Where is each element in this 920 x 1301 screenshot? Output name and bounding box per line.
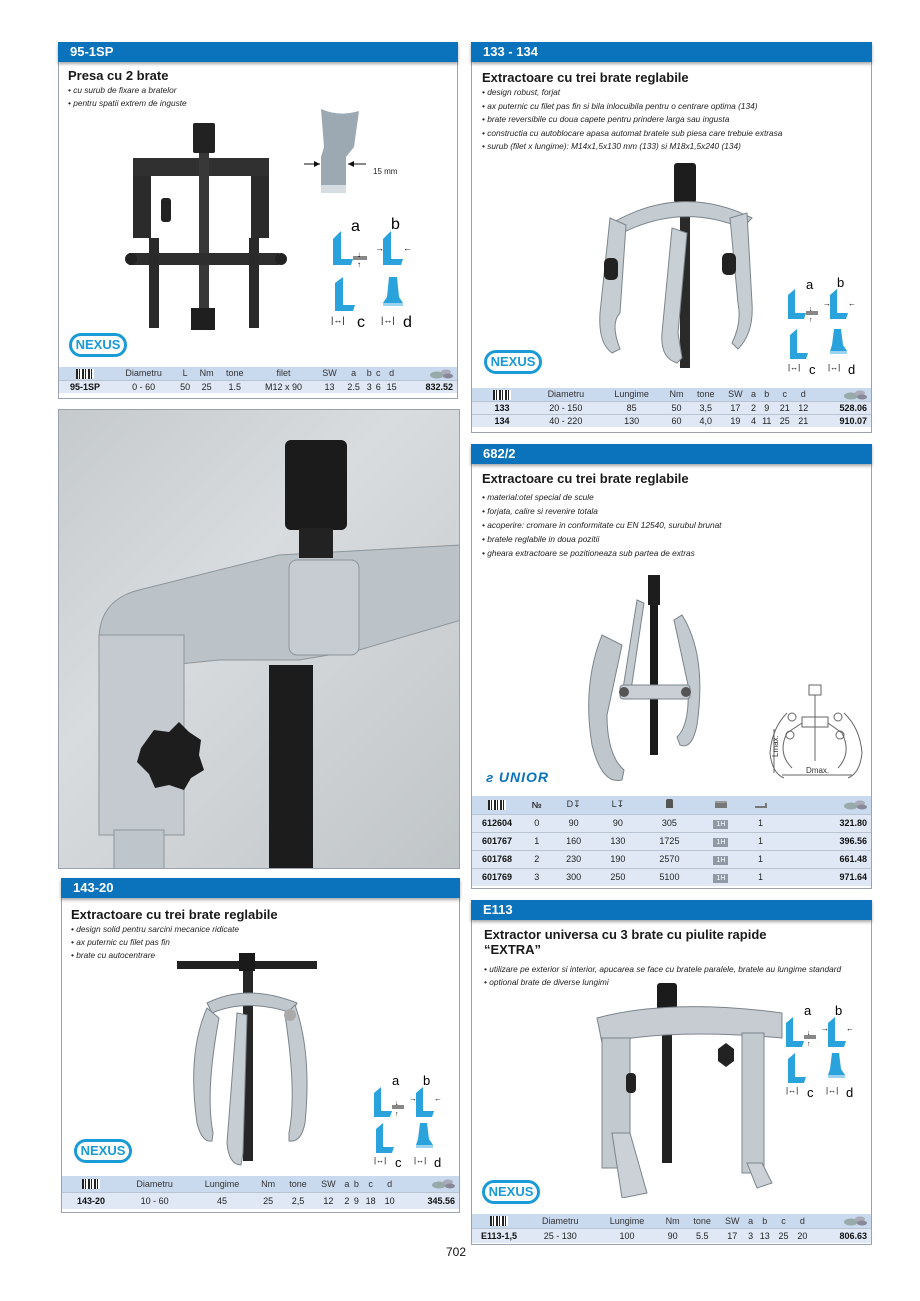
svg-text:→: →: [823, 299, 831, 308]
svg-text:b: b: [837, 275, 845, 290]
product-table: [472, 796, 871, 886]
svg-text:b: b: [391, 216, 400, 233]
svg-text:←: ←: [848, 299, 856, 308]
svg-text:→: →: [375, 243, 384, 253]
svg-text:15 mm: 15 mm: [373, 167, 398, 176]
price: 806.63: [812, 1228, 871, 1243]
packaging-1h-badge: 1H: [713, 856, 728, 865]
coins-icon: [843, 389, 867, 400]
product-bullets: • material:otel special de scule • forjata, calire si revenire totala • acoperire: cromare in conformitate cu EN 12540, surubul brunat • bratele reglabile in doua pozitii • gheara extractoare se pozitioneaza sub partea de extras: [482, 492, 722, 558]
svg-text:b: b: [835, 1003, 843, 1018]
svg-text:←: ←: [846, 1024, 854, 1033]
three-arm-puller-image: [177, 953, 327, 1173]
coins-icon: [429, 368, 453, 379]
price: 971.64: [778, 868, 871, 886]
svg-text:a: a: [392, 1073, 400, 1088]
svg-text:d: d: [403, 314, 412, 331]
product-table: [59, 367, 457, 393]
svg-text:|↔|: |↔|: [381, 315, 395, 325]
svg-text:↓: ↓: [357, 250, 361, 259]
table-row: 143-20 10 - 60 45 25 2,5 12 2 9 18 10 345.56: [62, 1192, 459, 1209]
svg-text:↑: ↑: [809, 317, 813, 324]
svg-text:|↔|: |↔|: [828, 363, 841, 372]
price: 396.56: [778, 832, 871, 850]
product-title: Extractoare cu trei brate reglabile: [482, 70, 689, 85]
coins-icon: [843, 1215, 867, 1226]
package-icon: [715, 801, 727, 808]
product-code-header: 133 - 134: [471, 42, 872, 62]
svg-text:Lmax.: Lmax.: [771, 735, 780, 757]
product-table: [62, 1176, 459, 1209]
nexus-logo: NEXUS: [74, 1139, 132, 1163]
svg-text:→: →: [409, 1094, 417, 1103]
svg-text:c: c: [395, 1155, 402, 1170]
product-code-header: E113: [471, 900, 872, 920]
table-row: 95-1SP 0 - 60 50 25 1.5 M12 x 90 13 2.5 3 6 15 832.52: [59, 380, 457, 393]
coins-icon: [843, 799, 867, 810]
svg-text:Dmax.: Dmax.: [806, 766, 830, 775]
svg-text:a: a: [806, 277, 814, 292]
price: 345.56: [399, 1192, 459, 1209]
price: 832.52: [401, 380, 457, 393]
product-table: [472, 1214, 871, 1243]
product-title: Presa cu 2 brate: [68, 68, 169, 83]
product-title: Extractoare cu trei brate reglabile: [71, 907, 278, 922]
price: 321.80: [778, 814, 871, 832]
dimension-diagram: [762, 673, 872, 783]
svg-text:c: c: [807, 1085, 814, 1100]
price: 661.48: [778, 850, 871, 868]
jaw-dimension-legend: [372, 1071, 457, 1171]
jaw-dimension-legend: [786, 273, 871, 378]
svg-text:↓: ↓: [395, 1100, 399, 1107]
weight-icon: [666, 799, 673, 808]
price: 910.07: [813, 414, 871, 427]
barcode-icon: [82, 1179, 100, 1189]
three-arm-puller-image: [592, 163, 762, 373]
svg-text:d: d: [846, 1085, 854, 1100]
puller-closeup-photo: [58, 409, 460, 869]
nexus-logo: NEXUS: [482, 1180, 540, 1204]
jaw-dimension-legend: [331, 211, 426, 331]
product-bullets: • utilizare pe exterior si interior, apucarea se face cu bratele paralele, bratele au lungime standard • optional brate de diverse lungimi: [484, 964, 842, 987]
packaging-1h-badge: 1H: [713, 820, 728, 829]
table-row: 601768 2 230 190 2570 1H 1 661.48: [472, 850, 871, 868]
product-panel-e113: [471, 900, 872, 1245]
product-bullets: • design robust, forjat • ax puternic cu filet pas fin si bila inlocuibila pentru o centrare optima (134) • brate reversibile cu doua capete pentru prindere larga sau ingusta • constructia cu autoblocare apasa automat bratele sub piesa care trebuie extrasa • surub (filet x lungime): M14x1,5x130 mm (133) si M18x1,5x240 (134): [482, 87, 783, 151]
unior-puller-image: [582, 575, 717, 790]
svg-text:b: b: [423, 1073, 431, 1088]
product-title: Extractoare cu trei brate reglabile: [482, 471, 689, 486]
product-panel-143-20: [61, 878, 460, 1213]
packaging-1h-badge: 1H: [713, 838, 728, 847]
svg-text:|↔|: |↔|: [374, 1156, 387, 1165]
product-code-header: 95-1SP: [58, 42, 458, 62]
svg-text:|↔|: |↔|: [786, 1086, 799, 1095]
nexus-logo: NEXUS: [69, 333, 127, 357]
table-row: 612604 0 90 90 305 1H 1 321.80: [472, 814, 871, 832]
product-bullets: • design solid pentru sarcini mecanice ridicate • ax puternic cu filet pas fin • brate cu autocentrare: [71, 924, 240, 960]
svg-text:a: a: [804, 1003, 812, 1018]
barcode-icon: [76, 369, 94, 379]
svg-text:↑: ↑: [357, 260, 361, 269]
barcode-icon: [493, 390, 511, 400]
unior-logo-mark-icon: ƨ: [486, 770, 499, 785]
svg-text:←: ←: [403, 243, 412, 253]
svg-text:←: ←: [434, 1094, 442, 1103]
svg-text:→: →: [821, 1024, 829, 1033]
product-bullets: • cu surub de fixare a bratelor • pentru spatii extrem de inguste: [68, 85, 187, 108]
svg-text:|↔|: |↔|: [826, 1086, 839, 1095]
product-panel-95-1sp: [58, 42, 458, 399]
packaging-1h-badge: 1H: [713, 874, 728, 883]
svg-text:|↔|: |↔|: [414, 1156, 427, 1165]
svg-text:|↔|: |↔|: [331, 315, 345, 325]
product-code-header: 143-20: [61, 878, 460, 898]
product-panel-682-2: [471, 444, 872, 889]
box-qty-icon: [755, 803, 767, 808]
svg-text:↓: ↓: [807, 1030, 811, 1037]
svg-text:c: c: [357, 314, 365, 331]
svg-text:c: c: [809, 362, 816, 377]
price: 528.06: [813, 401, 871, 414]
table-header-row: Diametru L Nm tone filet SW a b c d: [59, 367, 457, 380]
svg-text:↑: ↑: [395, 1111, 399, 1118]
table-row: 134 40 - 220 130 60 4,0 19 4 11 25 21 910.07: [472, 414, 871, 427]
table-row: 601767 1 160 130 1725 1H 1 396.56: [472, 832, 871, 850]
table-row: E113-1,5 25 - 130 100 90 5.5 17 3 13 25 20 806.63: [472, 1228, 871, 1243]
table-row: 601769 3 300 250 5100 1H 1 971.64: [472, 868, 871, 886]
coins-icon: [431, 1178, 455, 1189]
unior-logo: ƨ UNIOR: [486, 769, 549, 785]
universal-puller-image: [582, 983, 792, 1198]
product-code-header: 682/2: [471, 444, 872, 464]
product-title: Extractor universa cu 3 brate cu piulite rapide “EXTRA”: [484, 927, 767, 957]
svg-text:|↔|: |↔|: [788, 363, 801, 372]
nexus-logo: NEXUS: [484, 350, 542, 374]
product-table: [472, 388, 871, 427]
table-header-row: Diametru Lungime Nm tone SW a b c d: [472, 1214, 871, 1228]
svg-text:↓: ↓: [809, 306, 813, 313]
table-header-row: Diametru Lungime Nm tone SW a b c d: [472, 388, 871, 401]
table-row: 133 20 - 150 85 50 3,5 17 2 9 21 12 528.06: [472, 401, 871, 414]
jaw-section-diagram: [304, 109, 414, 199]
page-number: 702: [446, 1245, 467, 1259]
svg-text:d: d: [848, 362, 856, 377]
svg-text:↑: ↑: [807, 1041, 811, 1048]
product-panel-133-134: [471, 42, 872, 433]
barcode-icon: [490, 1216, 508, 1226]
svg-text:d: d: [434, 1155, 442, 1170]
barcode-icon: [488, 800, 506, 810]
table-header-row: Diametru Lungime Nm tone SW a b c d: [62, 1176, 459, 1192]
jaw-dimension-legend: [784, 1001, 869, 1101]
two-arm-puller-image: [121, 113, 291, 343]
table-header-row: № D↧ L↧: [472, 796, 871, 814]
svg-text:a: a: [351, 218, 360, 235]
